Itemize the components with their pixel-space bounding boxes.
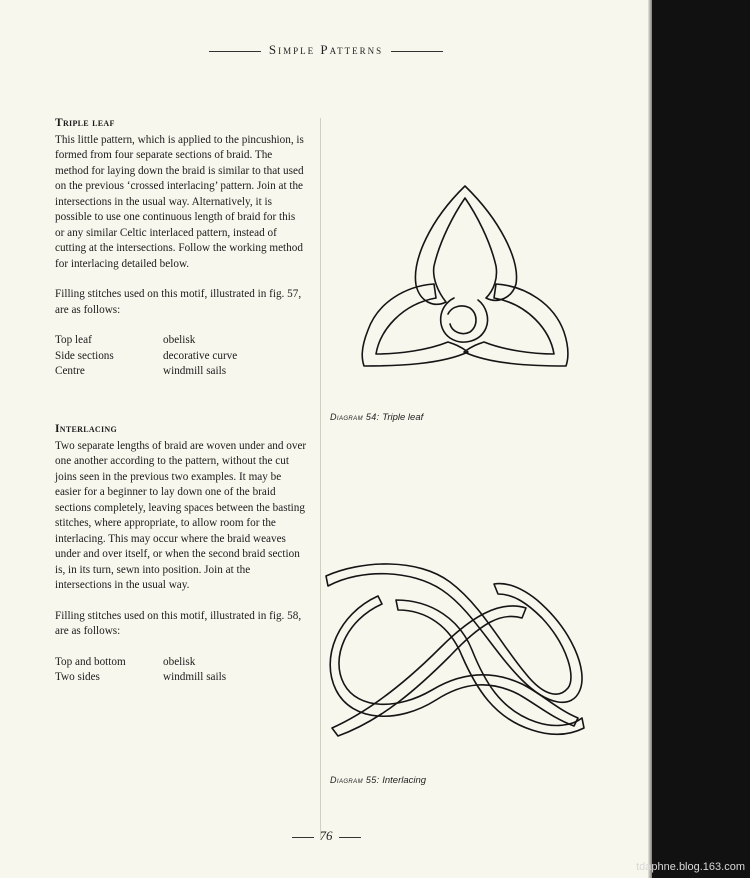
triple-leaf-right-leaf	[464, 284, 568, 366]
interlacing-strand-b	[332, 606, 526, 736]
running-head	[0, 42, 652, 58]
running-head-rule-right	[391, 51, 443, 52]
diagram-55-label: Diagram 55:	[330, 775, 380, 785]
watermark: tdaphne.blog.163.com	[636, 861, 745, 873]
triple-leaf-section	[55, 116, 307, 380]
triple-leaf-centre-ring	[441, 298, 488, 342]
stitch-name: windmill sails	[163, 671, 227, 683]
triple-leaf-heading: Triple leaf	[55, 117, 115, 129]
stitch-part: Top and bottom	[55, 655, 126, 668]
triple-leaf-filling-intro: Filling stitches used on this motif, illustrated in fig. 57, are as follows:	[55, 288, 302, 316]
interlacing-filling-intro: Filling stitches used on this motif, illustrated in fig. 58, are as follows:	[55, 609, 302, 637]
stitch-name: windmill sails	[163, 365, 227, 377]
column-divider	[320, 118, 321, 838]
scan-background	[652, 0, 750, 878]
stitch-part: Centre	[55, 365, 85, 377]
triple-leaf-left-leaf	[362, 284, 468, 366]
running-head-rule-left	[209, 51, 261, 52]
interlacing-stitch-table	[55, 655, 226, 686]
stitch-part: Top leaf	[55, 334, 92, 346]
stitch-name: obelisk	[163, 655, 196, 668]
table-row	[55, 670, 226, 686]
stitch-name: decorative curve	[163, 349, 238, 362]
interlacing-diagram	[322, 560, 592, 745]
interlacing-strand-c	[330, 596, 578, 726]
table-row	[55, 333, 237, 349]
stitch-name: obelisk	[163, 334, 196, 346]
diagram-54-caption	[330, 412, 423, 423]
diagram-54-title: Triple leaf	[382, 412, 424, 423]
page-number	[0, 828, 652, 844]
stitch-part: Side sections	[55, 349, 114, 362]
interlacing-body: Two separate lengths of braid are woven under and over one another according to the pattern, without the cut joins seen in the previous two examples. It may be easier for a beginner to lay down one of the braid sections completely, leaving spaces between the basting stitches, where appropriate, to allow room for the interlacing. This may occur where the braid weaves under and over itself, or when the second braid section is, in its turn, sewn into position. Join at the intersections in the usual way.	[55, 439, 307, 591]
diagram-55-caption	[330, 775, 426, 786]
stitch-part: Two sides	[55, 671, 100, 683]
triple-leaf-body: This little pattern, which is applied to the pincushion, is formed from four separate sections of braid. The method for laying down the braid is similar to that used on the previous ‘crossed interlacing’ pattern. Join at the intersections in the usual way. Alternatively, it is possible to use one continuous length of braid for this or any similar Celtic interlaced pattern, instead of cutting at the intersections. Follow the working method for interlacing detailed below.	[55, 133, 304, 270]
diagram-55-title: Interlacing	[382, 775, 427, 786]
folio-rule-left	[292, 837, 314, 838]
running-head-text: Simple Patterns	[268, 42, 384, 57]
triple-leaf-top-leaf-outer	[415, 186, 516, 304]
table-row	[55, 349, 237, 365]
interlacing-section	[55, 422, 307, 686]
table-row	[55, 364, 237, 380]
diagram-54-label: Diagram 54:	[330, 412, 380, 422]
interlacing-heading: Interlacing	[55, 423, 118, 435]
table-row	[55, 655, 226, 671]
triple-leaf-diagram	[350, 180, 580, 395]
interlacing-strand-a	[326, 564, 582, 702]
folio-rule-right	[339, 837, 361, 838]
triple-leaf-stitch-table	[55, 333, 237, 380]
page-number-text: 76	[319, 828, 333, 843]
